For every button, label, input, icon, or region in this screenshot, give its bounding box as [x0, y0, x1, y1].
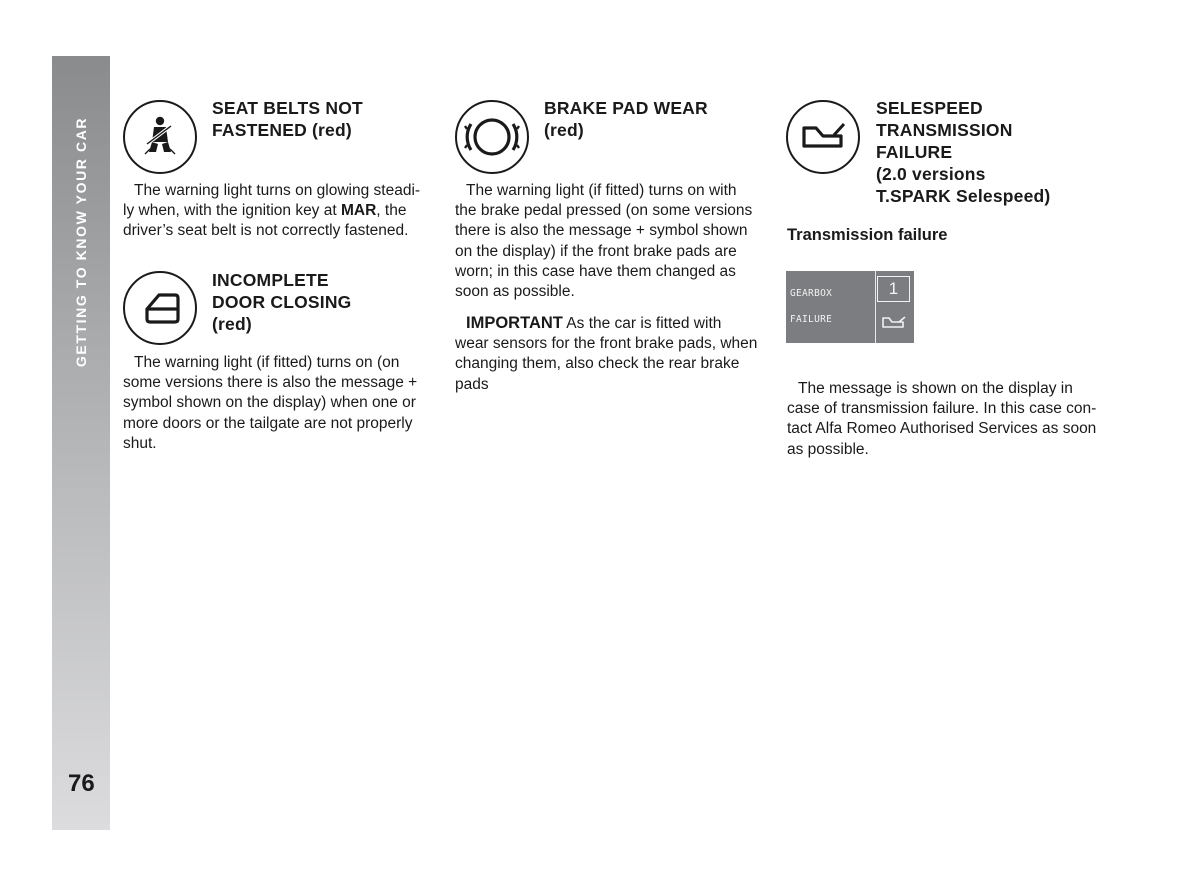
seat-belt-heading: SEAT BELTS NOT FASTENED (red)	[212, 98, 363, 140]
seat-belt-icon	[123, 100, 197, 174]
transmission-failure-description: The message is shown on the display in case of transmission failure. In this case con- tact Alfa Romeo Authorised Services as soon as possible.	[787, 380, 1097, 458]
door-closing-heading: INCOMPLETE DOOR CLOSING (red)	[212, 270, 352, 334]
section-title: GETTING TO KNOW YOUR CAR	[73, 116, 89, 368]
brake-pad-important-note: IMPORTANT As the car is fitted with wear sensors for the front brake pads, when changing them, also check the rear brake pads	[455, 314, 758, 393]
gear-indicator: 1	[877, 276, 910, 302]
seat-belt-description: The warning light turns on glowing steadi- ly when, with the ignition key at MAR, the driver’s seat belt is not correctly fastened.	[123, 182, 421, 240]
display-line-gearbox: GEARBOX	[790, 288, 833, 299]
brake-pad-heading: BRAKE PAD WEAR (red)	[544, 98, 708, 140]
transmission-failure-subheading: Transmission failure	[787, 226, 948, 244]
door-closing-description: The warning light (if fitted) turns on (on some versions there is also the message + symbol shown on the display) when one or more doors or the tailgate are not properly shut.	[123, 354, 418, 452]
page-number: 76	[68, 770, 95, 797]
transmission-failure-heading: SELESPEED TRANSMISSION FAILURE (2.0 versions T.SPARK Selespeed)	[876, 98, 1051, 206]
brake-pad-icon	[455, 100, 529, 174]
display-divider	[875, 271, 876, 343]
display-line-failure: FAILURE	[790, 314, 833, 325]
door-open-icon	[123, 271, 197, 345]
gearbox-failure-display	[786, 271, 914, 343]
gearbox-failure-icon	[786, 100, 860, 174]
gearbox-failure-icon	[881, 314, 907, 330]
brake-pad-description: The warning light (if fitted) turns on with the brake pedal pressed (on some versions there is also the message + symbol shown on the display) if the front brake pads are worn; in this case have them changed as soon as possible.	[455, 182, 753, 301]
